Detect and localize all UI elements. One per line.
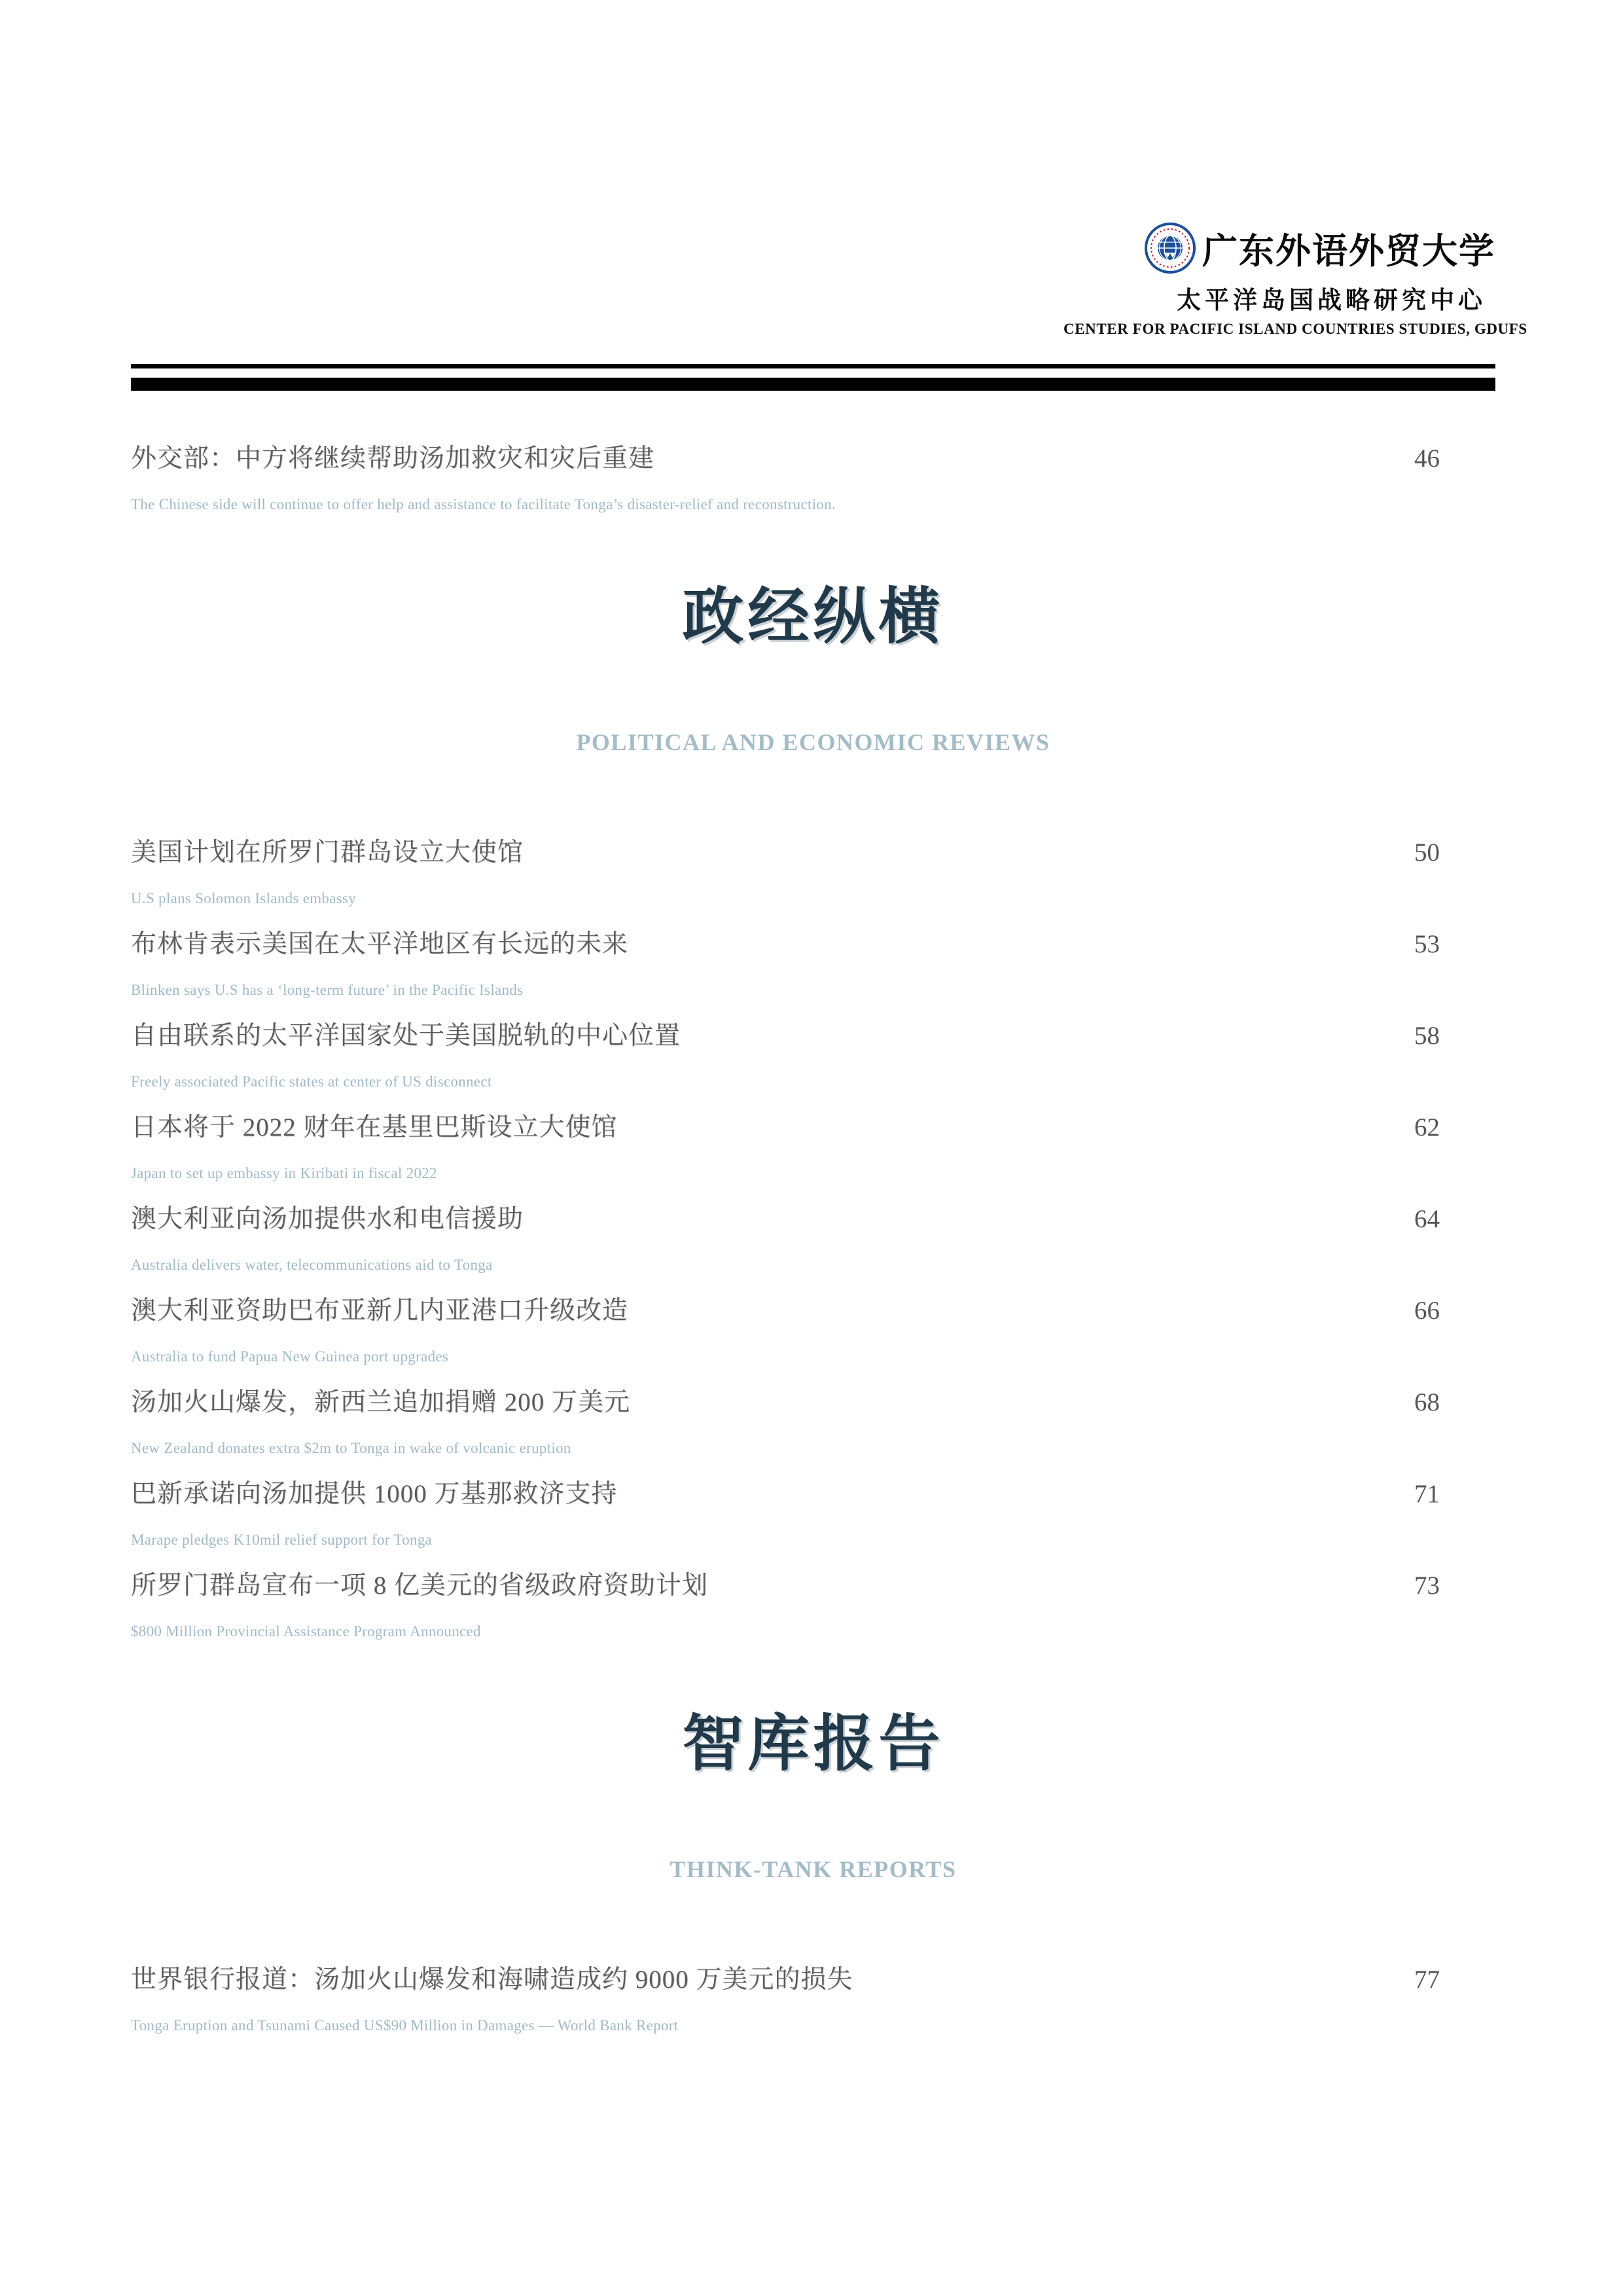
brand-row <box>1063 223 1495 274</box>
toc-entry-title-zh: 澳大利亚向汤加提供水和电信援助 <box>131 1205 524 1233</box>
toc-entry[interactable] <box>131 1020 1495 1092</box>
rule-thin <box>131 364 1495 368</box>
toc-entry-title-zh: 巴新承诺向汤加提供 1000 万基那救济支持 <box>131 1480 618 1508</box>
toc-entry-row <box>131 442 1495 475</box>
toc-entry-title-zh: 所罗门群岛宣布一项 8 亿美元的省级政府资助计划 <box>131 1571 709 1600</box>
gdufs-emblem-logo <box>1145 223 1196 274</box>
toc-entry[interactable] <box>131 1295 1495 1367</box>
toc-entry-row <box>131 1478 1495 1511</box>
toc-entry-subtitle-en: New Zealand donates extra $2m to Tonga in wake of volcanic eruption <box>131 1440 571 1456</box>
toc-entry[interactable] <box>131 1964 1495 2036</box>
section-heading-political-economic <box>131 583 1495 755</box>
toc-entry-row <box>131 836 1495 869</box>
toc-entry-subtitle-en: $800 Million Provincial Assistance Program Announced <box>131 1623 481 1640</box>
toc-entry-row <box>131 1964 1495 1996</box>
toc-entry-row <box>131 1295 1495 1327</box>
toc-entry[interactable] <box>131 1111 1495 1183</box>
center-name-zh: 太平洋岛国战略研究中心 <box>1177 287 1486 314</box>
toc-entry-page-number: 71 <box>1414 1480 1440 1508</box>
toc-entry-row <box>131 1386 1495 1419</box>
toc-entry-title-zh: 世界银行报道：汤加火山爆发和海啸造成约 9000 万美元的损失 <box>131 1965 853 1994</box>
toc-entry-title-zh: 布林肯表示美国在太平洋地区有长远的未来 <box>131 930 629 958</box>
toc-entry-page-number: 68 <box>1414 1388 1440 1416</box>
header <box>1063 223 1527 338</box>
toc-entry[interactable] <box>131 1386 1495 1458</box>
toc-entry-page-number: 58 <box>1414 1022 1440 1050</box>
toc-entry-page-number: 66 <box>1414 1297 1440 1325</box>
toc-entry-subtitle-en: Tonga Eruption and Tsunami Caused US$90 Million in Damages — World Bank Report <box>131 2017 679 2034</box>
section-title-en: THINK-TANK REPORTS <box>669 1856 957 1882</box>
toc-entry-page-number: 62 <box>1414 1113 1440 1141</box>
section-heading-think-tank <box>131 1710 1495 1882</box>
toc-entry[interactable] <box>131 1570 1495 1641</box>
toc-entry-page-number: 53 <box>1414 930 1440 958</box>
toc-entry-page-number: 46 <box>1414 444 1440 473</box>
toc-entry-title-zh: 汤加火山爆发，新西兰追加捐赠 200 万美元 <box>131 1388 631 1416</box>
toc-entry-page-number: 77 <box>1414 1965 1440 1994</box>
section-title-zh: 智库报告 <box>682 1710 944 1778</box>
toc-entry-title-zh: 自由联系的太平洋国家处于美国脱轨的中心位置 <box>131 1022 681 1050</box>
toc-entry-subtitle-en: The Chinese side will continue to offer help and assistance to facilitate Tonga’s disaster-relief and reconstruction. <box>131 496 836 512</box>
toc-entry[interactable] <box>131 836 1495 908</box>
toc-entry-title-zh: 日本将于 2022 财年在基里巴斯设立大使馆 <box>131 1113 618 1141</box>
toc-entry-page-number: 50 <box>1414 838 1440 867</box>
toc-entry[interactable] <box>131 928 1495 1000</box>
toc-entry-subtitle-en: Japan to set up embassy in Kiribati in fiscal 2022 <box>131 1165 437 1181</box>
university-name: 广东外语外贸大学 <box>1202 229 1495 272</box>
toc-entry-subtitle-en: Australia delivers water, telecommunications aid to Tonga <box>131 1257 493 1273</box>
table-of-contents <box>131 432 1495 2055</box>
toc-entry-subtitle-en: Australia to fund Papua New Guinea port upgrades <box>131 1348 449 1365</box>
toc-entry-row <box>131 1570 1495 1602</box>
toc-entry-subtitle-en: Freely associated Pacific states at center of US disconnect <box>131 1073 492 1090</box>
section-title-en: POLITICAL AND ECONOMIC REVIEWS <box>576 729 1050 755</box>
toc-entry-row <box>131 928 1495 961</box>
toc-entry-row <box>131 1020 1495 1052</box>
toc-entry-title-zh: 美国计划在所罗门群岛设立大使馆 <box>131 838 524 867</box>
header-rules <box>131 364 1495 391</box>
toc-entry-row <box>131 1111 1495 1144</box>
toc-entry[interactable] <box>131 1203 1495 1275</box>
toc-entry-subtitle-en: Blinken says U.S has a ‘long-term future’ in the Pacific Islands <box>131 982 524 998</box>
toc-entry-row <box>131 1203 1495 1236</box>
toc-entry-page-number: 73 <box>1414 1571 1440 1600</box>
toc-entry-title-zh: 外交部：中方将继续帮助汤加救灾和灾后重建 <box>131 444 655 473</box>
toc-entry-title-zh: 澳大利亚资助巴布亚新几内亚港口升级改造 <box>131 1297 629 1325</box>
toc-entry[interactable] <box>131 442 1495 514</box>
toc-entry-subtitle-en: Marape pledges K10mil relief support for Tonga <box>131 1532 433 1548</box>
rule-thick <box>131 378 1495 391</box>
section-title-zh: 政经纵横 <box>682 583 944 651</box>
toc-entry[interactable] <box>131 1478 1495 1550</box>
toc-entry-page-number: 64 <box>1414 1205 1440 1233</box>
center-name-en: CENTER FOR PACIFIC ISLAND COUNTRIES STUDIES, GDUFS <box>1063 321 1527 337</box>
toc-entry-subtitle-en: U.S plans Solomon Islands embassy <box>131 890 357 906</box>
